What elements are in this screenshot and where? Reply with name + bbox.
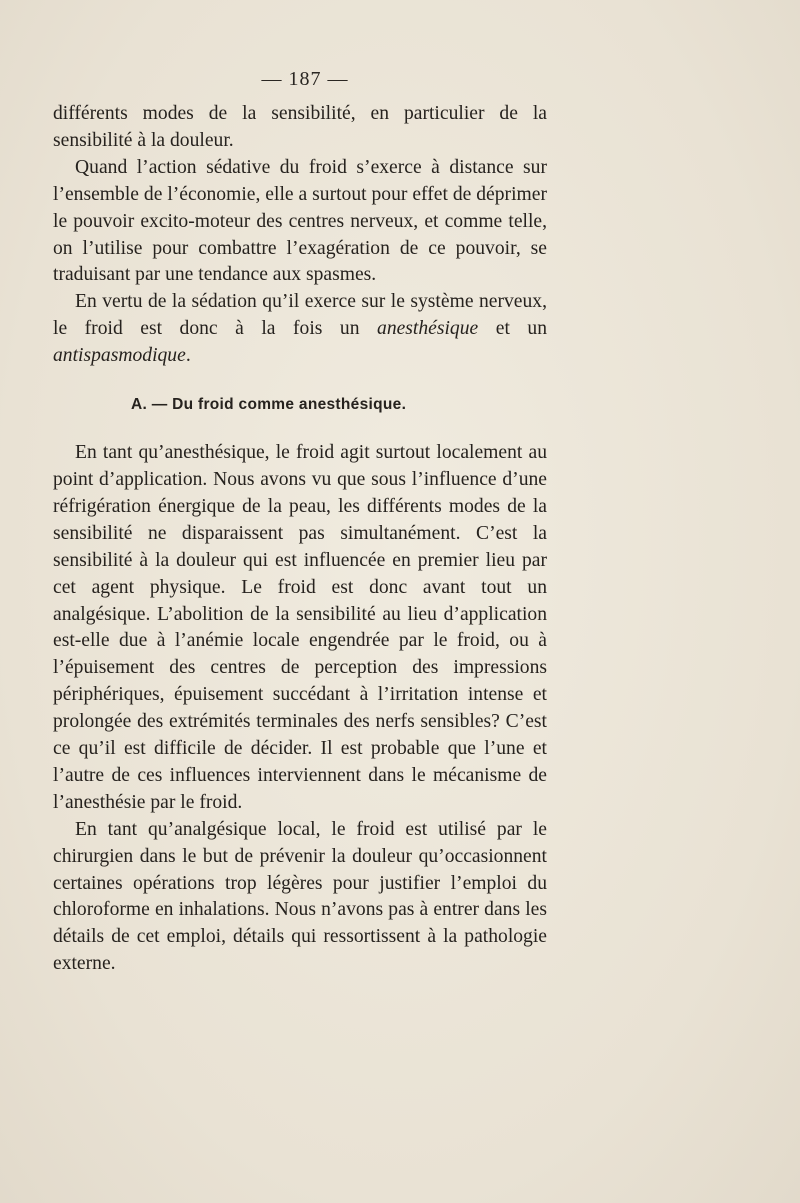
- paragraph-conclusion: [53, 289, 547, 370]
- paragraph-continuation: différents modes de la sensibilité, en particulier de la sensibilité à la douleur.: [53, 103, 547, 151]
- paragraph-conclusion-end: .: [185, 345, 191, 367]
- body-text: [53, 101, 547, 978]
- term-antispasmodique: antispasmodique: [53, 345, 186, 367]
- paragraph-conclusion-mid: et un: [478, 318, 547, 340]
- page-number: — 187 —: [261, 68, 349, 90]
- paragraph-conclusion-start: En vertu de la sédation qu’il exerce sur le système nerveux, le froid est donc à la fois un: [53, 291, 547, 340]
- paragraph-analgesic: En tant qu’analgésique local, le froid est utilisé par le chirurgien dans le but de prévenir la douleur qu’occasionnent certaines opérations trop légères pour justifier l’emploi du chloroforme en inhalations. Nous n’avons pas à entrer dans les détails de cet emploi, détails qui ressortissent à la pathologie externe.: [53, 818, 547, 975]
- term-anesthesique: anesthésique: [377, 318, 479, 340]
- section-heading: A. — Du froid comme anesthésique.: [131, 396, 407, 414]
- paragraph-sedative-action: Quand l’action sédative du froid s’exerce à distance sur l’ensemble de l’économie, elle a surtout pour effet de déprimer le pouvoir excito-moteur des centres nerveux, et comme telle, on l’utilise pour combattre l’exagération de ce pouvoir, se traduisant par une tendance aux spasmes.: [53, 156, 547, 286]
- paragraph-anesthetic: En tant qu’anesthésique, le froid agit surtout localement au point d’application. Nous avons vu que sous l’influence d’une réfrigération énergique de la peau, les différents modes de la sensibilité ne disparaissent pas simultanément. C’est la sensibilité à la douleur qui est influencée en premier lieu par cet agent physique. Le froid est donc avant tout un analgésique. L’abolition de la sensibilité au lieu d’application est-elle due à l’anémie locale engendrée par le froid, ou à l’épuisement des centres de perception des impressions périphériques, épuisement succédant à l’irritation intense et prolongée des extrémités terminales des nerfs sensibles? C’est ce qu’il est difficile de décider. Il est probable que l’une et l’autre de ces influences interviennent dans le mécanisme de l’anesthésie par le froid.: [53, 442, 547, 813]
